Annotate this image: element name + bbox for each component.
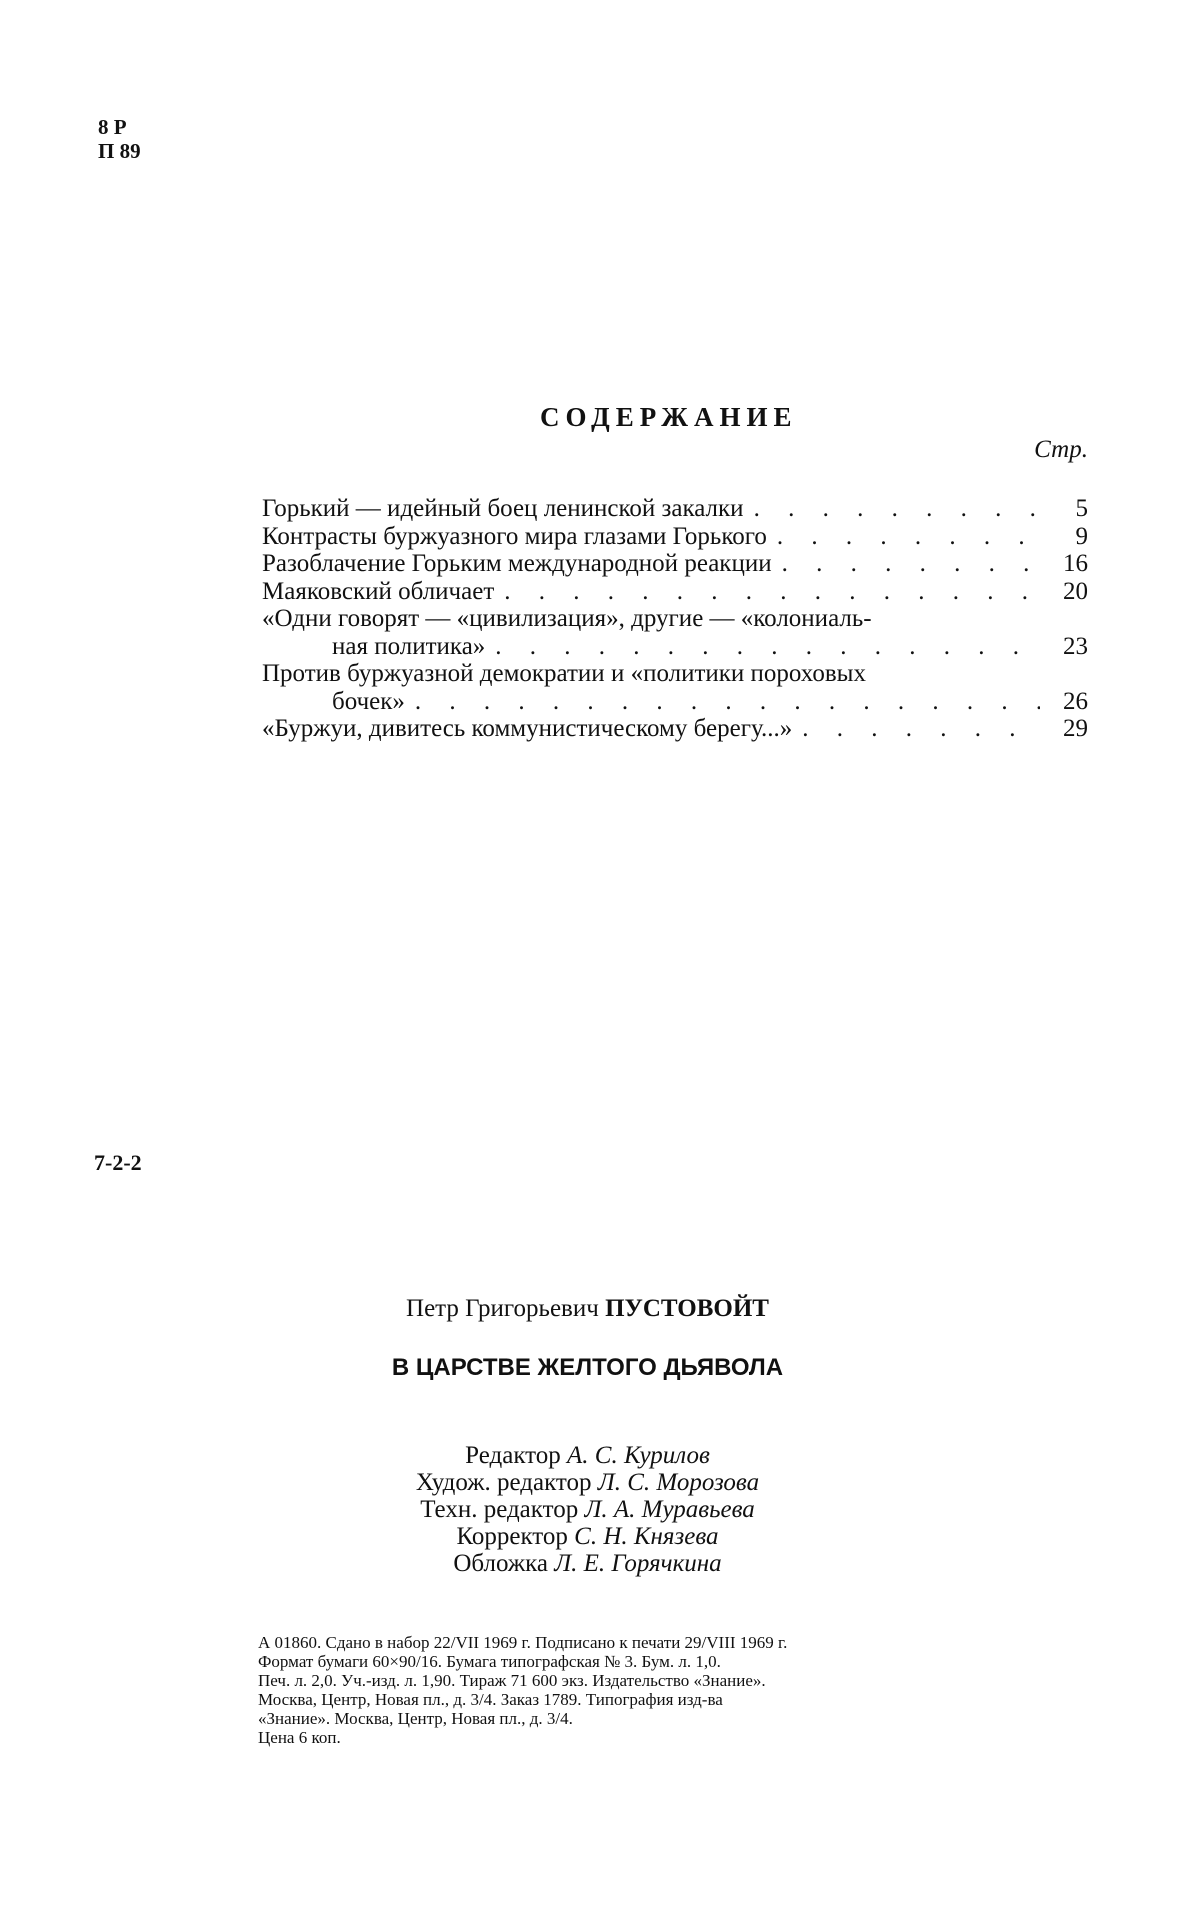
toc-item-text: «Одни говорят — «цивилизация», другие — «колониаль-: [262, 605, 872, 632]
credits: [0, 1442, 1175, 1577]
toc-item: [262, 495, 1088, 523]
shelf-mark-line-2: П 89: [98, 139, 141, 163]
toc-item: [262, 523, 1088, 551]
author: [0, 1295, 1175, 1323]
toc-item-text: Маяковский обличает: [262, 577, 495, 605]
imprint: [258, 1633, 1084, 1747]
toc-item-text-continued: бочек»: [332, 687, 405, 715]
credit-role: Худож. редактор: [415, 1469, 592, 1496]
credit-person: А. С. Курилов: [567, 1442, 710, 1469]
toc-item: [262, 578, 1088, 606]
toc-item-page: 5: [1075, 495, 1088, 522]
imprint-line: «Знание». Москва, Центр, Новая пл., д. 3/4.: [258, 1709, 573, 1728]
toc-item-page: 26: [1063, 687, 1088, 715]
toc-leader: [802, 715, 1040, 743]
credit-role: Корректор: [456, 1523, 568, 1550]
imprint-line: Формат бумаги 60×90/16. Бумага типографская № 3. Бум. л. 1,0.: [258, 1652, 721, 1671]
credit-tech-editor: [0, 1496, 1175, 1523]
toc-item-page: 16: [1063, 550, 1088, 577]
imprint-line: Москва, Центр, Новая пл., д. 3/4. Заказ 1789. Типография изд-ва: [258, 1690, 723, 1709]
imprint-line: А 01860. Сдано в набор 22/VII 1969 г. Подписано к печати 29/VIII 1969 г.: [258, 1633, 788, 1652]
credit-art-editor: [0, 1469, 1175, 1496]
toc-item: [262, 715, 1088, 743]
author-given-name: Петр Григорьевич: [406, 1295, 599, 1322]
toc-item-page: 20: [1063, 577, 1088, 605]
shelf-mark-line-1: 8 Р: [98, 115, 127, 139]
author-surname: ПУСТОВОЙТ: [605, 1295, 769, 1322]
credit-person: Л. А. Муравьева: [584, 1496, 755, 1523]
credit-proofreader: [0, 1523, 1175, 1550]
credit-role: Обложка: [453, 1550, 548, 1577]
toc-leader: [777, 523, 1040, 551]
toc-item: [262, 550, 1088, 578]
credit-role: Редактор: [465, 1442, 561, 1469]
table-of-contents: [262, 495, 1088, 743]
toc-leader: [495, 633, 1040, 661]
shelf-mark: [98, 115, 141, 163]
credit-person: Л. Е. Горячкина: [554, 1550, 722, 1577]
classification-code: 7-2-2: [94, 1150, 142, 1175]
imprint-line: Цена 6 коп.: [258, 1728, 341, 1747]
book-title: В ЦАРСТВЕ ЖЕЛТОГО ДЬЯВОЛА: [391, 1354, 784, 1381]
credit-role: Техн. редактор: [420, 1496, 579, 1523]
toc-leader: [782, 550, 1040, 578]
toc-item-page: 23: [1063, 632, 1088, 660]
toc-leader: [504, 578, 1040, 606]
imprint-line: Печ. л. 2,0. Уч.-изд. л. 1,90. Тираж 71 600 экз. Издательство «Знание».: [258, 1671, 766, 1690]
toc-leader: [754, 495, 1040, 523]
toc-item-text-continued: ная политика»: [332, 632, 486, 660]
credit-cover: [0, 1550, 1175, 1577]
toc-item-page: 9: [1075, 522, 1088, 550]
toc-item: [262, 605, 1088, 660]
toc-item-text: Контрасты буржуазного мира глазами Горького: [262, 522, 767, 550]
toc-item: [262, 660, 1088, 715]
toc-item-page: 29: [1063, 715, 1088, 742]
toc-title: СОДЕРЖАНИЕ: [540, 402, 798, 432]
toc-leader: [415, 688, 1040, 716]
toc-item-text: Разоблачение Горьким международной реакции: [262, 550, 772, 577]
toc-item-text: Горький — идейный боец ленинской закалки: [262, 495, 744, 522]
credit-person: Л. С. Морозова: [597, 1469, 760, 1496]
credit-editor: [0, 1442, 1175, 1469]
toc-page-header: Стр.: [1034, 436, 1088, 463]
toc-item-text: «Буржуи, дивитесь коммунистическому берегу...»: [262, 715, 793, 742]
toc-item-text: Против буржуазной демократии и «политики пороховых: [262, 660, 866, 687]
credit-person: С. Н. Князева: [574, 1523, 719, 1550]
